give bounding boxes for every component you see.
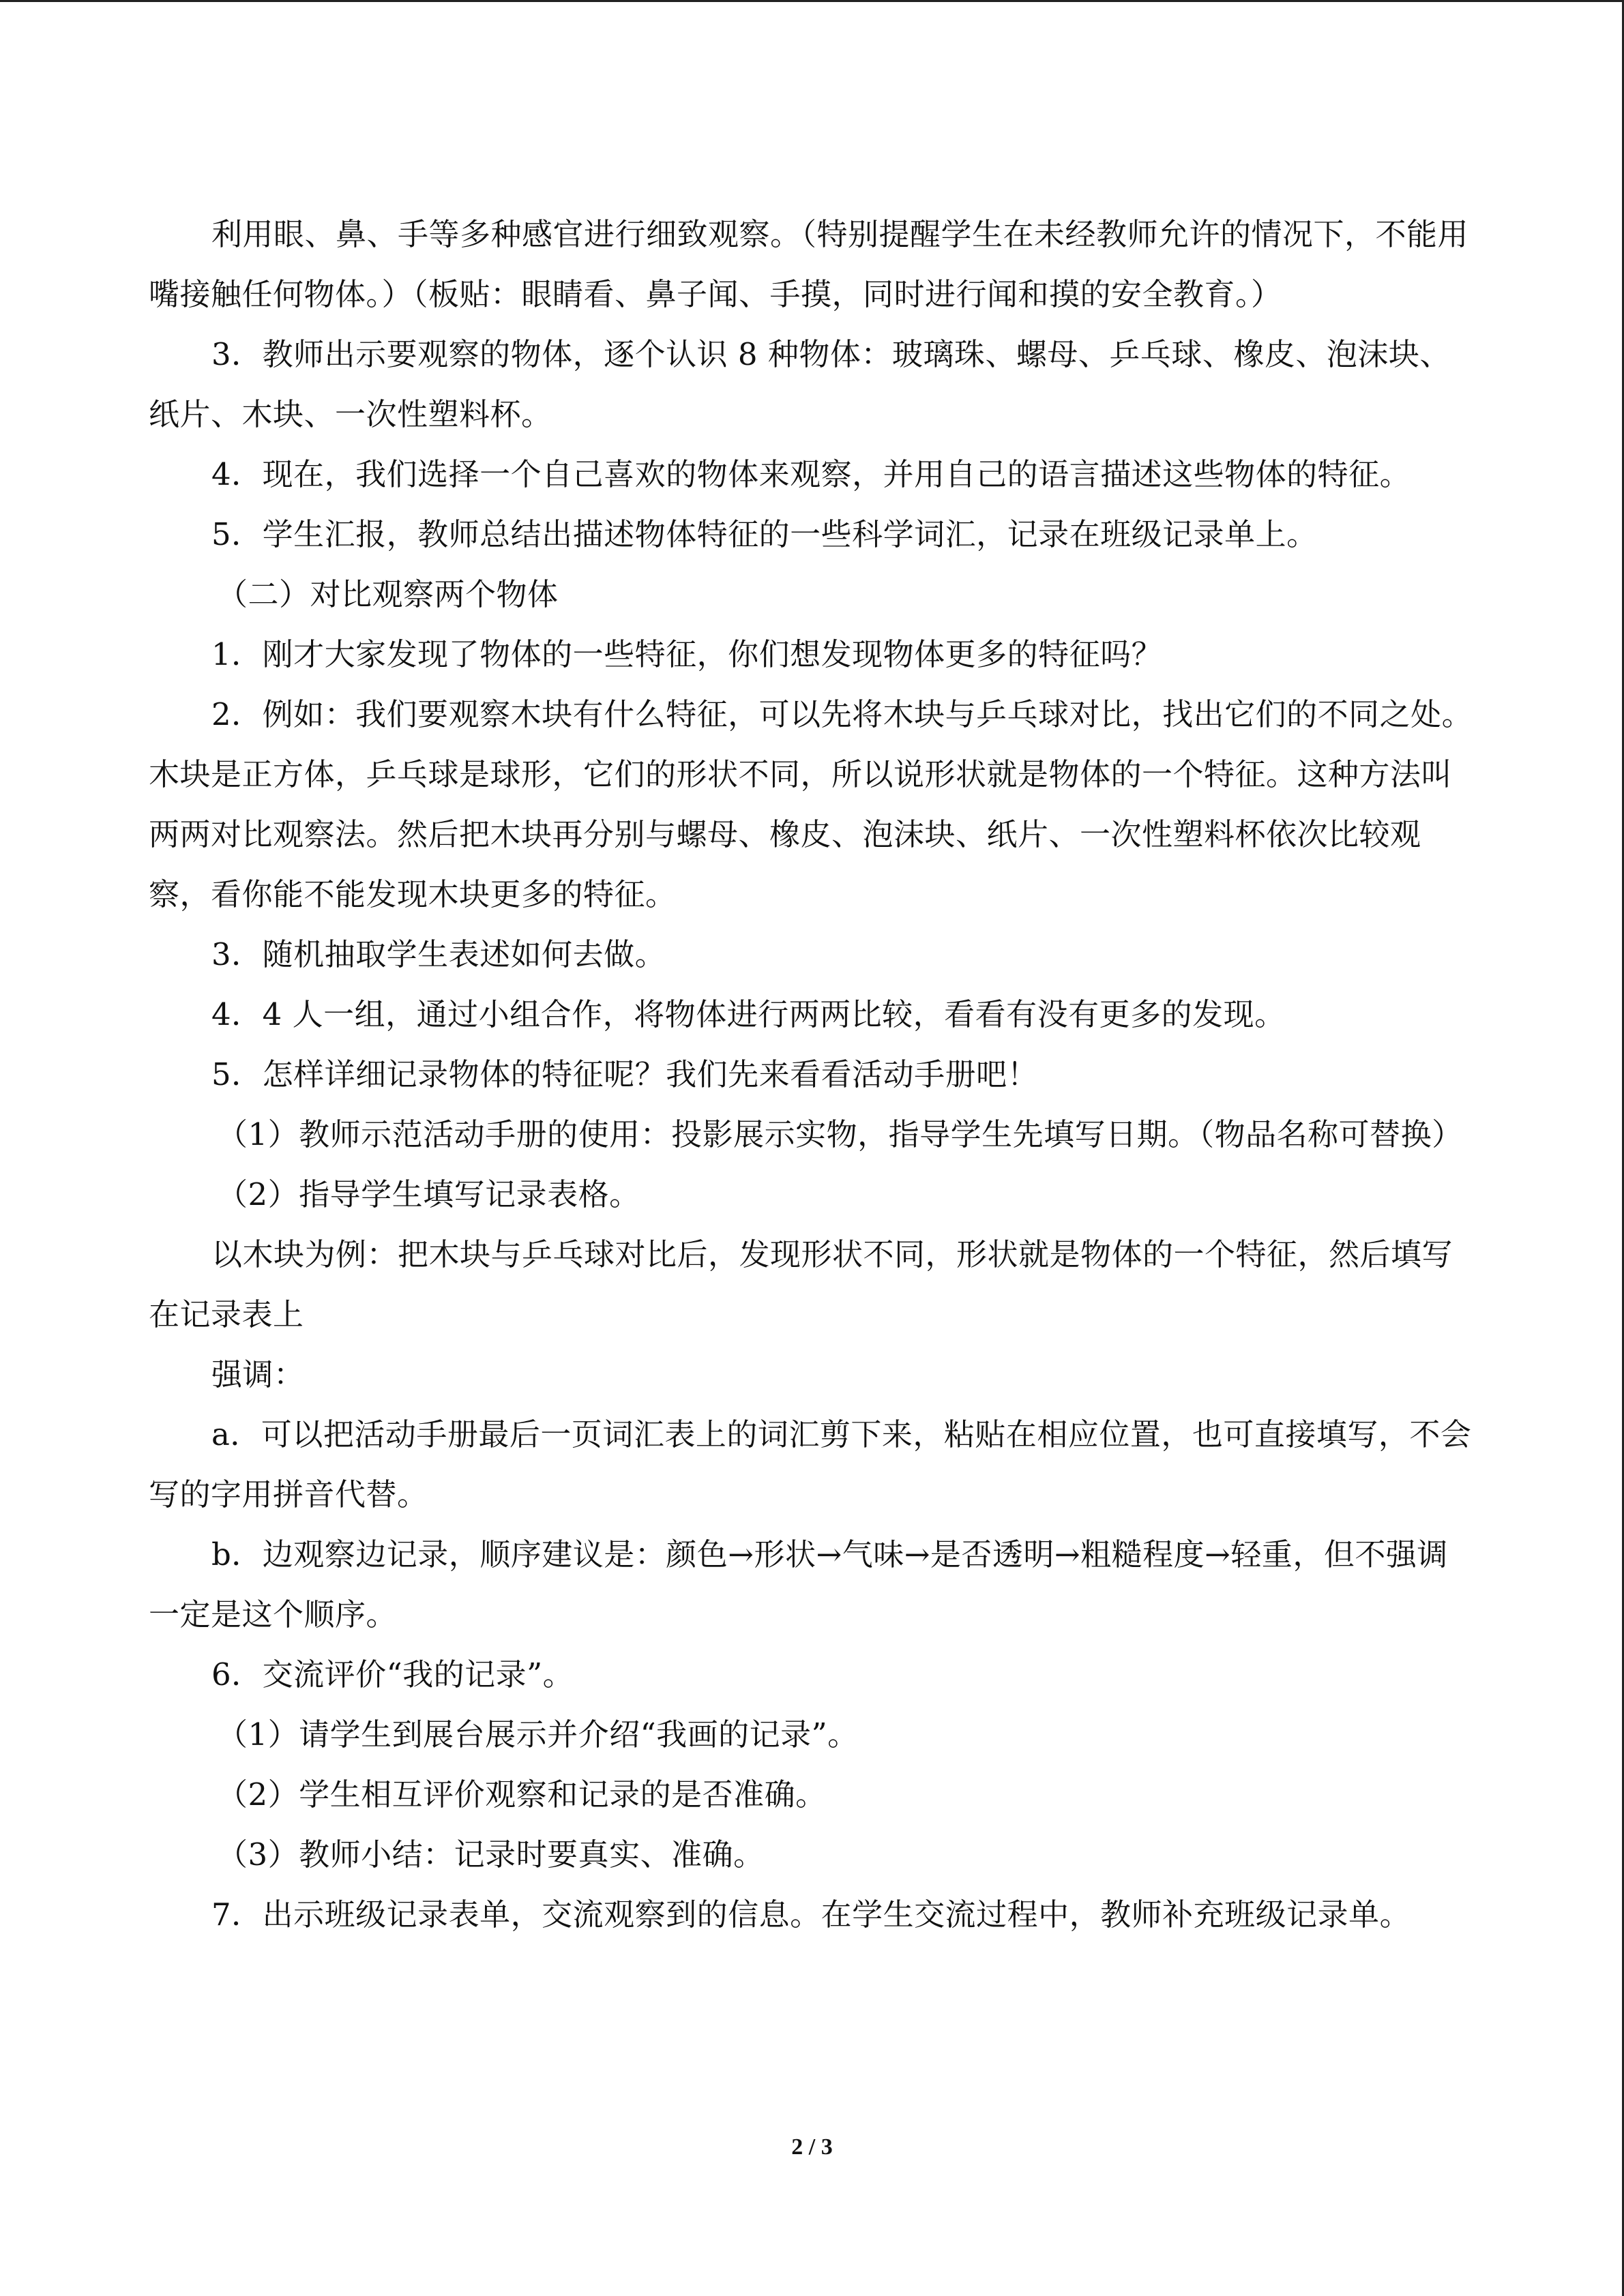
paragraph-compare-step-4: 4．4 人一组，通过小组合作，将物体进行两两比较，看看有没有更多的发现。 [211, 996, 1286, 1032]
paragraph-senses: 利用眼、鼻、手等多种感官进行细致观察。（特别提醒学生在未经教师允许的情况下，不能用嘴接触任何物体。）（板贴：眼睛看、鼻子闻、手摸，同时进行闻和摸的安全教育。） [149, 216, 1469, 312]
paragraph-step-5-report: 5．学生汇报，教师总结出描述物体特征的一些科学词汇，记录在班级记录单上。 [211, 516, 1318, 552]
section-heading-compare: （二）对比观察两个物体 [217, 576, 559, 612]
paragraph-example-wood: 以木块为例：把木块与乒乓球对比后，发现形状不同，形状就是物体的一个特征，然后填写在记录表上 [149, 1236, 1453, 1332]
paragraph-step-6-evaluate: 6．交流评价“我的记录”。 [211, 1656, 574, 1693]
paragraph-eval-sub-3: （3）教师小结：记录时要真实、准确。 [217, 1836, 765, 1873]
paragraph-step-4-choose: 4．现在，我们选择一个自己喜欢的物体来观察，并用自己的语言描述这些物体的特征。 [211, 456, 1411, 492]
paragraph-compare-step-3: 3．随机抽取学生表述如何去做。 [211, 936, 666, 972]
paragraph-emphasis-label: 强调： [211, 1356, 305, 1392]
paragraph-step-3-objects: 3．教师出示要观察的物体，逐个认识 8 种物体：玻璃珠、螺母、乒乓球、橡皮、泡沫块、纸片、木块、一次性塑料杯。 [149, 336, 1451, 432]
paragraph-compare-step-1: 1．刚才大家发现了物体的一些特征，你们想发现物体更多的特征吗？ [211, 636, 1163, 672]
document-body [149, 205, 1479, 1945]
paragraph-sub-1-demo: （1）教师示范活动手册的使用：投影展示实物，指导学生先填写日期。（物品名称可替换） [217, 1116, 1463, 1152]
paragraph-step-7-class-record: 7．出示班级记录表单，交流观察到的信息。在学生交流过程中，教师补充班级记录单。 [211, 1896, 1411, 1933]
paragraph-sub-2-guide: （2）指导学生填写记录表格。 [217, 1176, 640, 1212]
page-top-border [0, 0, 1624, 2]
paragraph-eval-sub-2: （2）学生相互评价观察和记录的是否准确。 [217, 1776, 827, 1813]
paragraph-eval-sub-1: （1）请学生到展台展示并介绍“我画的记录”。 [217, 1716, 859, 1753]
paragraph-compare-step-5: 5．怎样详细记录物体的特征呢？我们先来看看活动手册吧！ [211, 1056, 1039, 1092]
paragraph-emphasis-b: b．边观察边记录，顺序建议是：颜色→形状→气味→是否透明→粗糙程度→轻重，但不强调一定是这个顺序。 [149, 1536, 1448, 1632]
page-number: 2 / 3 [791, 2134, 833, 2160]
paragraph-compare-step-2: 2．例如：我们要观察木块有什么特征，可以先将木块与乒乓球对比，找出它们的不同之处。木块是正方体，乒乓球是球形，它们的形状不同，所以说形状就是物体的一个特征。这种方法叫两两对比观察法。然后把木块再分别与螺母、橡皮、泡沫块、纸片、一次性塑料杯依次比较观察，看你能不能发现木块更多的特征。 [149, 696, 1473, 912]
paragraph-emphasis-a: a．可以把活动手册最后一页词汇表上的词汇剪下来，粘贴在相应位置，也可直接填写，不会写的字用拼音代替。 [149, 1416, 1472, 1512]
